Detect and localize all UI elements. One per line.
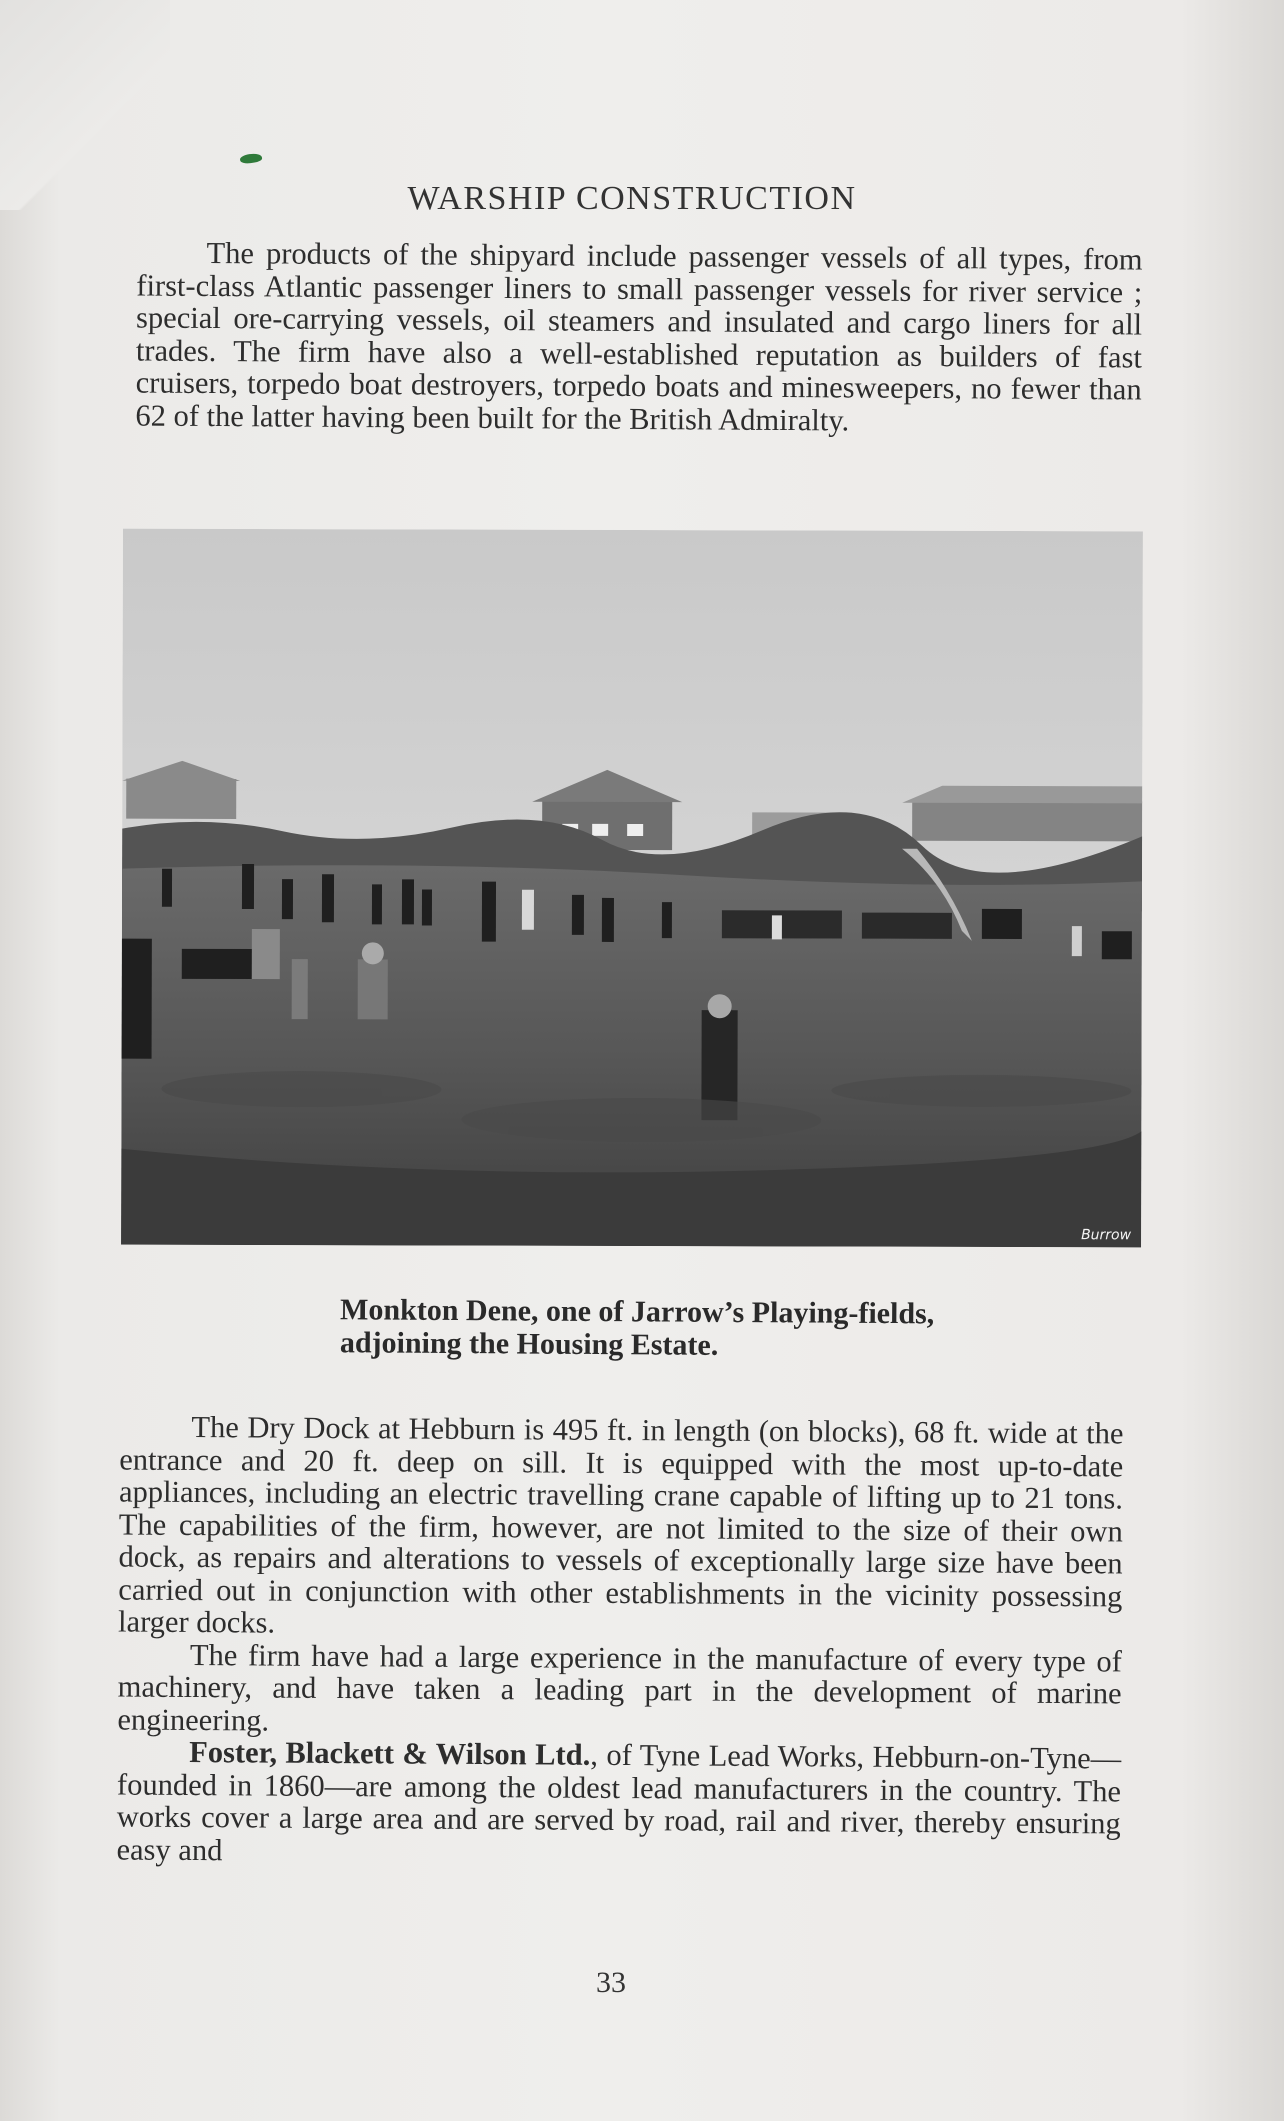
page-fold-edge <box>0 0 170 210</box>
photo-caption <box>340 1293 1140 1365</box>
lead-works-paragraph <box>116 1735 1121 1872</box>
page-number: 33 <box>596 1966 626 1999</box>
lead-works-text: , of Tyne Lead Works, Hebburn-on-Tyne—founded in 1860—are among the oldest lead manufacturers in the country. The works cover a large area and are served by road, rail and river, thereby ensuring easy and <box>116 1737 1122 1867</box>
green-ink-mark <box>239 153 262 165</box>
photo-credit: Burrow <box>1081 1227 1132 1244</box>
section-heading: WARSHIP CONSTRUCTION <box>407 180 857 217</box>
caption-line-1: Monkton Dene, one of Jarrow’s Playing-fields, <box>340 1293 935 1331</box>
caption-line-2: adjoining the Housing Estate. <box>339 1326 719 1362</box>
company-name: Foster, Blackett & Wilson Ltd. <box>189 1734 591 1772</box>
playing-field-photograph <box>121 529 1143 1248</box>
dry-dock-paragraph: The Dry Dock at Hebburn is 495 ft. in length (on blocks), 68 ft. wide at the entrance and 20 ft. deep on sill. It is equipped with the most up-to-date appliances, including an electric travelling crane capable of lifting up to 21 tons. The capabilities of the firm, however, are not limited to the size of their own dock, as repairs and alterations to vessels of exceptionally large size have been carried out in conjunction with other establishments in the vicinity possessing larger docks. <box>118 1410 1124 1640</box>
body-text <box>116 1411 1123 1873</box>
intro-paragraph: The products of the shipyard include passenger vessels of all types, from first-class Atlantic passenger liners to small passenger vessels for river service ; special ore-carrying vessels, oil steamers and insulated and cargo liners for all trades. The firm have also a well-established reputation as builders of fast cruisers, torpedo boat destroyers, torpedo boats and minesweepers, no fewer than 62 of the latter having been built for the British Admiralty. <box>135 235 1143 437</box>
machinery-paragraph: The firm have had a large experience in the manufacture of every type of machinery, and have taken a leading part in the development of marine engineering. <box>117 1637 1122 1738</box>
